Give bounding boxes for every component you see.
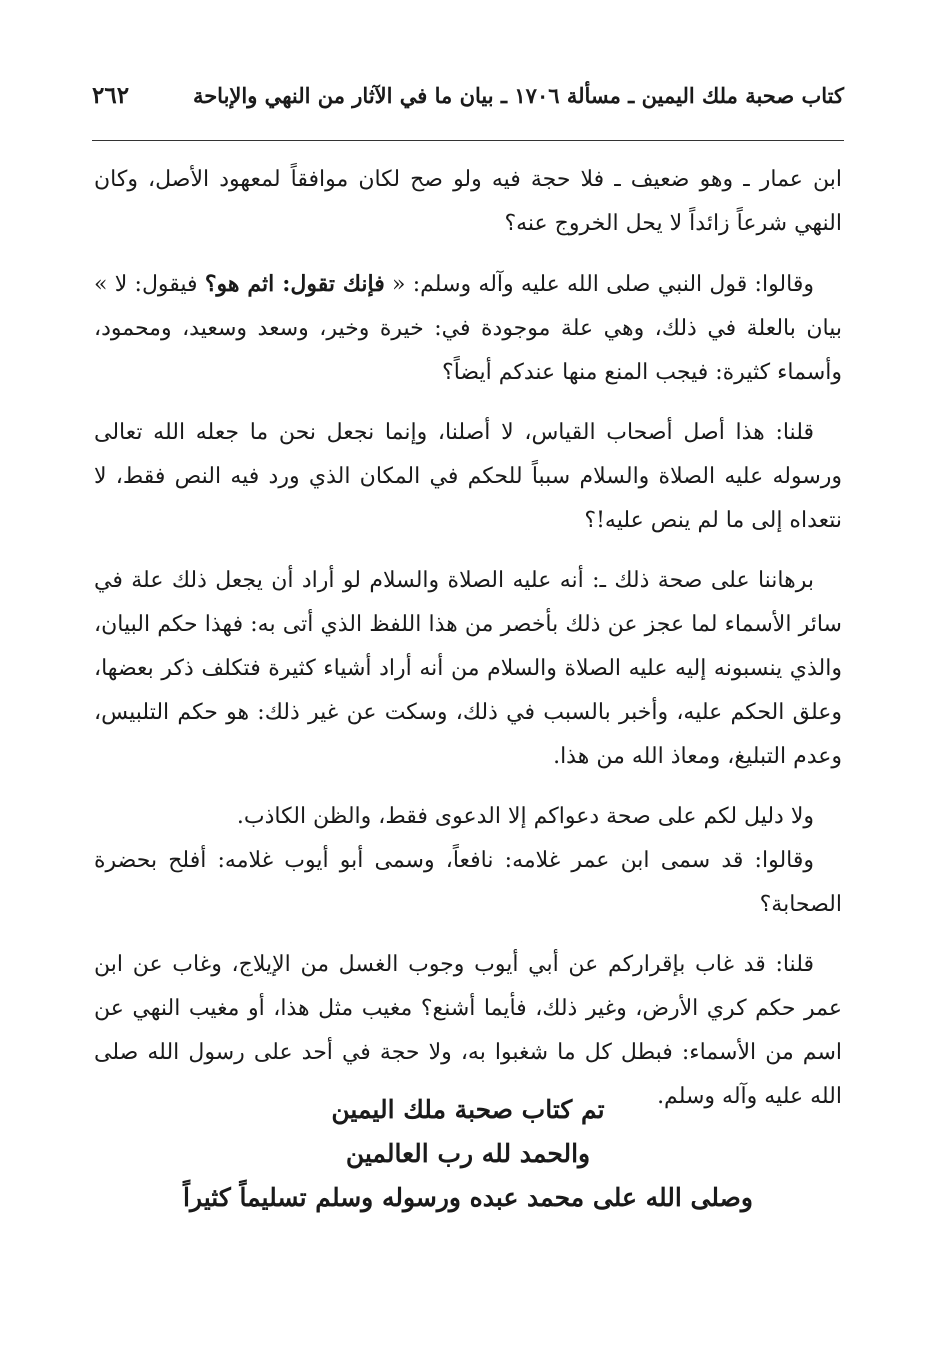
- paragraph-5: [94, 795, 842, 839]
- page-number: ٢٦٢: [92, 82, 130, 109]
- closing-line-3: وصلى الله على محمد عبده ورسوله وسلم تسليماً كثيراً: [183, 1183, 753, 1212]
- paragraph-4: [94, 559, 842, 779]
- body-text: [94, 158, 842, 1135]
- paragraph-1: ابن عمار ـ وهو ضعيف ـ فلا حجة فيه ولو صح لكان موافقاً لمعهود الأصل، وكان النهي شرعاً زائداً لا يحل الخروج عنه؟: [94, 167, 842, 236]
- paragraph-3: [94, 411, 842, 543]
- paragraph-2: [94, 262, 842, 395]
- closing-colophon: [94, 1088, 842, 1220]
- paragraph-6-text: وقالوا: قد سمى ابن عمر غلامه: نافعاً، وسمى أبو أيوب غلامه: أفلح بحضرة الصحابة؟: [94, 848, 842, 917]
- closing-line-2: والحمد لله رب العالمين: [345, 1139, 591, 1168]
- running-title: كتاب صحبة ملك اليمين ـ مسألة ١٧٠٦ ـ بيان ما في الآثار من النهي والإباحة: [192, 83, 844, 108]
- paragraph-2-bold-quote: فإنك تقول: اثم هو؟: [204, 271, 385, 297]
- paragraph-5-text: ولا دليل لكم على صحة دعواكم إلا الدعوى فقط، والظن الكاذب.: [236, 804, 814, 829]
- closing-line-1: تم كتاب صحبة ملك اليمين: [331, 1095, 605, 1124]
- page-header: [92, 82, 844, 122]
- paragraph-3-text: قلنا: هذا أصل أصحاب القياس، لا أصلنا، وإنما نجعل نحن ما جعله الله تعالى ورسوله عليه الصلاة والسلام سبباً للحكم في المكان الذي ورد فيه النص فقط، لا نتعداه إلى ما لم ينص عليه!؟: [94, 420, 842, 533]
- paragraph-7-text: قلنا: قد غاب بإقراركم عن أبي أيوب وجوب الغسل من الإيلاج، وغاب عن ابن عمر حكم كري الأرض، وغير ذلك، فأيما أشنع؟ مغيب مثل هذا، أو مغيب النهي عن اسم من الأسماء: فبطل كل ما شغبوا به، ولا حجة في أحد على رسول الله صلى الله عليه وآله وسلم.: [94, 952, 842, 1109]
- header-rule: [92, 140, 844, 141]
- paragraph-6: [94, 839, 842, 927]
- paragraph-4-text: برهاننا على صحة ذلك ـ: أنه عليه الصلاة والسلام لو أراد أن يجعل ذلك علة في سائر الأسماء لما عجز عن ذلك بأخصر من هذا اللفظ الذي أتى به: فهذا حكم البيان، والذي ينسبونه إليه عليه الصلاة والسلام من أنه أراد أشياء كثيرة فتكلف ذكر بعضها، وعلق الحكم عليه، وأخبر بالسبب في ذلك، وسكت عن غير ذلك: هو حكم التلبيس، وعدم التبليغ، ومعاذ الله من هذا.: [94, 568, 843, 769]
- paragraph-2-before: وقالوا: قول النبي صلى الله عليه وآله وسلم: «: [384, 272, 814, 297]
- paragraph-2-after: فيقول: لا » بيان بالعلة في ذلك، وهي علة موجودة في: خيرة وخير، وسعد وسعيد، ومحمود، وأسماء كثيرة: فيجب المنع منها عندكم أيضاً؟: [94, 272, 842, 385]
